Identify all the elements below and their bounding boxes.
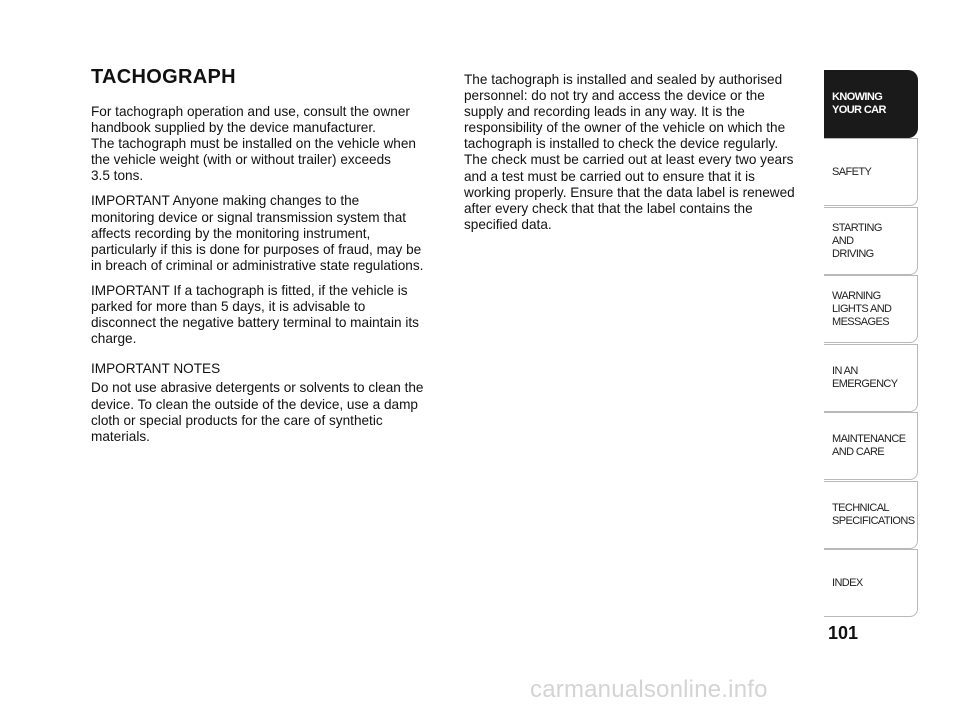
paragraph-notes [91, 380, 443, 444]
tab-label-line: INDEX [832, 576, 863, 589]
text-line: working properly. Ensure that the data label is renewed [464, 184, 795, 200]
tab-label-line: KNOWING [832, 91, 883, 103]
text-line: IMPORTANT Anyone making changes to the [91, 193, 360, 209]
tab-label-line: AND [832, 234, 854, 247]
text-line: and a test must be carried out to ensure that it is [464, 168, 755, 184]
text-line: affects recording by the monitoring instrument, [91, 225, 371, 241]
tab-in-an-emergency[interactable] [824, 344, 918, 412]
tab-label-line: SAFETY [832, 165, 872, 178]
tab-warning-lights-and-messages[interactable] [824, 275, 918, 343]
text-line: The tachograph is installed and sealed by authorised [464, 72, 783, 87]
tab-label-line: DRIVING [832, 247, 874, 260]
page-number: 101 [828, 623, 859, 643]
paragraph-important-changes [91, 193, 443, 273]
text-line: The tachograph must be installed on the vehicle when [91, 136, 416, 152]
tab-label-line: TECHNICAL [832, 502, 889, 514]
text-line: disconnect the negative battery terminal to maintain its [91, 315, 419, 331]
text-line: responsibility of the owner of the vehicle on which the [464, 120, 786, 136]
important-notes-heading: IMPORTANT NOTES [91, 361, 221, 377]
tab-starting-and-driving[interactable] [824, 207, 918, 275]
watermark: carmanualsonline.info [530, 676, 768, 703]
text-line: parked for more than 5 days, it is advisable to [91, 299, 366, 315]
tab-technical-specifications[interactable] [824, 481, 918, 549]
tab-label-line: LIGHTS AND [832, 302, 892, 315]
tab-label-line: MAINTENANCE [832, 433, 906, 445]
text-line: Do not use abrasive detergents or solvents to clean the [91, 380, 424, 396]
tab-label-line: WARNING [832, 289, 881, 302]
text-line: tachograph is installed to check the device regularly. [464, 136, 779, 152]
text-line: charge. [91, 331, 137, 347]
tab-label-line: IN AN [832, 365, 858, 377]
text-line: supply and recording leads in any way. It is the [464, 104, 745, 120]
tab-maintenance-and-care[interactable] [824, 412, 918, 480]
text-line: particularly if this is done for purposes of fraud, may be [91, 241, 422, 257]
left-column [91, 66, 443, 454]
tab-label-line: AND CARE [832, 446, 885, 458]
text-line: cloth or special products for the care of synthetic [91, 412, 383, 428]
text-line: For tachograph operation and use, consult the owner [91, 104, 410, 119]
text-line: in breach of criminal or administrative state regulations. [91, 257, 424, 273]
tab-index[interactable] [824, 549, 918, 617]
tab-label-line: SPECIFICATIONS [832, 515, 915, 527]
text-line: materials. [91, 428, 150, 444]
text-line: 3.5 tons. [91, 168, 144, 184]
text-line: The check must be carried out at least every two years [464, 152, 794, 168]
text-line: monitoring device or signal transmission system that [91, 209, 407, 225]
tab-safety[interactable] [824, 138, 918, 206]
chapter-tab-sidebar [824, 70, 918, 618]
tab-label-line: MESSAGES [832, 315, 889, 328]
text-line: handbook supplied by the device manufacturer. [91, 120, 376, 136]
text-line: the vehicle weight (with or without trailer) exceeds [91, 152, 391, 168]
paragraph-important-battery [91, 283, 443, 347]
paragraph-operation [91, 104, 443, 184]
tab-label-line: EMERGENCY [832, 378, 898, 390]
right-column [464, 72, 814, 242]
tab-knowing-your-car[interactable] [824, 70, 918, 138]
tab-label-line: YOUR CAR [832, 104, 886, 116]
paragraph-installation [464, 72, 814, 233]
text-line: after every check that that the label contains the [464, 200, 753, 216]
text-line: device. To clean the outside of the device, use a damp [91, 396, 418, 412]
tab-label-line: STARTING [832, 221, 882, 234]
section-title: TACHOGRAPH [91, 66, 236, 88]
text-line: specified data. [464, 216, 552, 232]
text-line: personnel: do not try and access the device or the [464, 88, 765, 104]
text-line: IMPORTANT If a tachograph is fitted, if the vehicle is [91, 282, 408, 298]
